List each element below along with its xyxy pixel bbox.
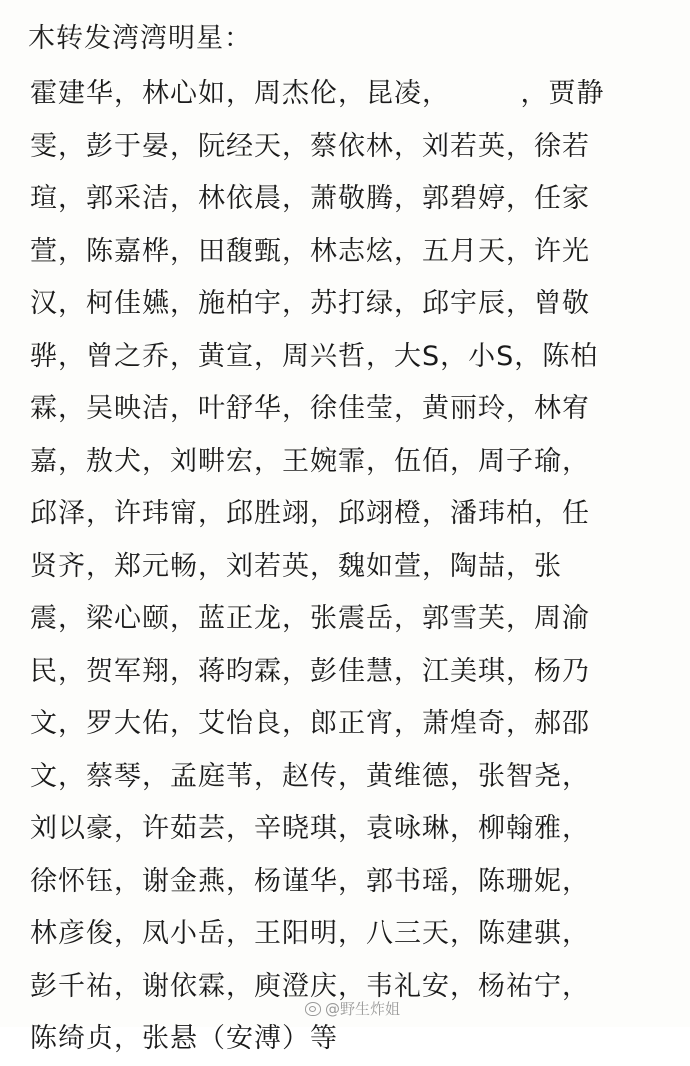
text-line: 邱泽，许玮甯，邱胜翊，邱翊橙，潘玮柏，任 (30, 498, 590, 529)
text-line: 霍建华，林心如，周杰伦，昆凌， ，贾静 (30, 78, 605, 109)
watermark-text: @野生炸姐 (324, 1000, 400, 1018)
text-line: 汉，柯佳嬿，施柏宇，苏打绿，邱宇辰，曾敬 (30, 288, 590, 319)
text-line: 雯，彭于晏，阮经天，蔡依林，刘若英，徐若 (30, 130, 590, 162)
watermark (305, 998, 400, 1019)
document-body (30, 68, 670, 1066)
text-line: 萱，陈嘉桦，田馥甄，林志炫，五月天，许光 (30, 235, 590, 267)
text-line: 陈绮贞，张悬（安溥）等 (30, 1023, 338, 1054)
weibo-logo-icon (305, 1002, 321, 1016)
text-line: 彭千祐，谢依霖，庾澄庆，韦礼安，杨祐宁， (30, 970, 590, 1002)
text-line: 霖，吴映洁，叶舒华，徐佳莹，黄丽玲，林宥 (30, 393, 590, 424)
text-line: 林彦俊，凤小岳，王阳明，八三天，陈建骐， (30, 918, 590, 949)
text-line: 震，梁心颐，蓝正龙，张震岳，郭雪芙，周渝 (30, 603, 590, 634)
text-line: 文，蔡琴，孟庭苇，赵传，黄维德，张智尧， (30, 760, 590, 792)
text-line: 嘉，敖犬，刘畊宏，王婉霏，伍佰，周子瑜， (30, 445, 590, 477)
document-heading: 木转发湾湾明星： (28, 23, 252, 54)
text-line: 骅，曾之乔，黄宣，周兴哲，大S，小S，陈柏 (30, 340, 599, 372)
text-line: 瑄，郭采洁，林依晨，萧敬腾，郭碧婷，任家 (30, 183, 590, 214)
text-line: 徐怀钰，谢金燕，杨谨华，郭书瑶，陈珊妮， (30, 865, 590, 897)
text-line: 刘以豪，许茹芸，辛晓琪，袁咏琳，柳翰雅， (30, 813, 590, 844)
text-line: 文，罗大佑，艾怡良，郎正宵，萧煌奇，郝邵 (30, 708, 590, 739)
text-line: 贤齐，郑元畅，刘若英，魏如萱，陶喆，张 (30, 550, 562, 582)
text-line: 民，贺军翔，蒋昀霖，彭佳慧，江美琪，杨乃 (30, 655, 590, 687)
